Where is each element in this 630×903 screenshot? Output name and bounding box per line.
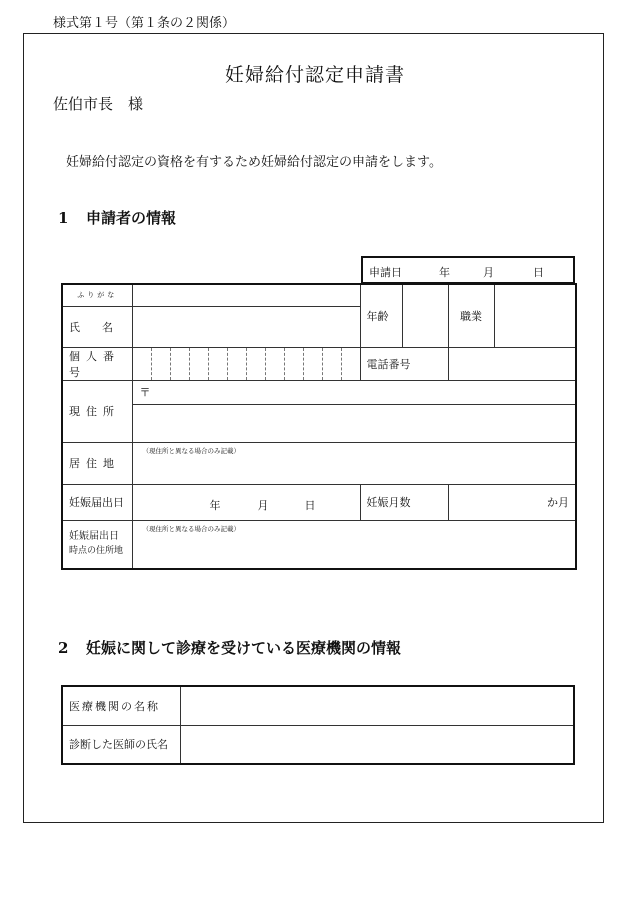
doctor-name-label: 診断した医師の氏名	[62, 725, 180, 764]
doctor-name-field[interactable]	[180, 725, 574, 764]
section-2-heading	[58, 637, 401, 658]
application-date-box	[361, 256, 575, 284]
phone-field[interactable]	[448, 347, 576, 380]
application-date-day: 日	[533, 266, 544, 279]
section-1-number: 1	[58, 209, 69, 227]
current-address-label: 現住所	[62, 380, 132, 442]
application-date-month: 月	[483, 266, 494, 279]
applicant-table	[61, 283, 575, 569]
institution-name-field[interactable]	[180, 686, 574, 725]
intro-text: 妊婦給付認定の資格を有するため妊婦給付認定の申請をします。	[66, 155, 442, 170]
age-field[interactable]	[402, 284, 448, 347]
occupation-label: 職業	[448, 284, 494, 347]
phone-label: 電話番号	[360, 347, 448, 380]
page-title: 妊婦給付認定申請書	[224, 64, 405, 86]
notif-day-unit: 日	[304, 498, 316, 512]
furigana-field[interactable]	[132, 284, 360, 306]
notif-month-unit: 月	[257, 498, 269, 512]
postal-code-field[interactable]: 〒	[132, 380, 576, 404]
pregnancy-notification-date-field[interactable]	[132, 484, 360, 520]
individual-number-field[interactable]	[132, 347, 360, 380]
addressee: 佐伯市長 様	[53, 95, 144, 113]
pregnancy-notification-date-label: 妊娠届出日	[62, 484, 132, 520]
application-date-year: 年	[439, 266, 450, 279]
section-2-title: 妊娠に関して診療を受けている医療機関の情報	[86, 639, 402, 657]
notif-address-label	[62, 520, 132, 569]
notif-address-label-line2: 時点の住所地	[69, 546, 124, 557]
application-date-label: 申請日	[369, 266, 402, 279]
name-label: 氏 名	[62, 306, 132, 347]
occupation-field[interactable]	[494, 284, 576, 347]
individual-number-label: 個人番号	[62, 347, 132, 380]
name-field[interactable]	[132, 306, 360, 347]
section-1-heading	[58, 207, 176, 228]
pregnancy-months-field[interactable]: か月	[448, 484, 576, 520]
notif-address-note: （現住所と異なる場合のみ記載）	[142, 524, 240, 533]
institution-name-label: 医療機関の名称	[62, 686, 180, 725]
furigana-label: ふりがな	[62, 284, 132, 306]
current-address-field[interactable]	[132, 404, 576, 442]
medical-table	[61, 685, 575, 765]
section-2-number: 2	[58, 639, 69, 657]
notif-address-field[interactable]	[132, 520, 576, 569]
notif-year-unit: 年	[209, 498, 221, 512]
section-1-title: 申請者の情報	[86, 209, 177, 227]
form-number-label: 様式第１号（第１条の２関係）	[53, 16, 236, 31]
notif-address-label-line1: 妊娠届出日	[69, 531, 119, 543]
residence-field[interactable]	[132, 442, 576, 484]
pregnancy-months-label: 妊娠月数	[360, 484, 448, 520]
residence-label: 居住地	[62, 442, 132, 484]
residence-note: （現住所と異なる場合のみ記載）	[142, 446, 240, 455]
age-label: 年齢	[360, 284, 402, 347]
